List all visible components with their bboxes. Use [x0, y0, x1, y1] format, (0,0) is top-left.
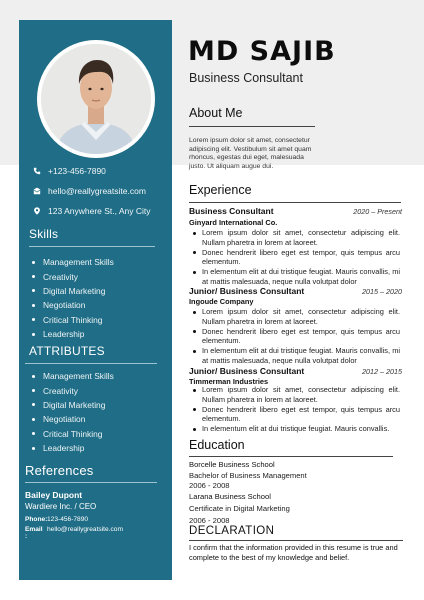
reference-name: Bailey Dupont: [25, 490, 83, 500]
experience-divider: [189, 202, 401, 203]
skill-item: Critical Thinking: [32, 313, 114, 327]
reference-email-label: Email :: [25, 526, 43, 540]
sidebar: [19, 20, 172, 580]
attribute-item: Leadership: [32, 441, 114, 455]
about-divider: [189, 126, 315, 127]
job-bullet: In elementum elit at dui tristique feugiat. Mauris convallis, mi at mattis malesuada, neque nulla volutpat dolor: [192, 267, 400, 287]
education-school: Larana Business School: [189, 492, 271, 501]
skills-list: [32, 255, 114, 341]
job-title: Junior/ Business Consultant: [189, 366, 305, 376]
profile-photo-frame: [37, 40, 155, 158]
contact-phone: [33, 166, 106, 176]
experience-heading: Experience: [189, 183, 252, 197]
about-heading: About Me: [189, 106, 243, 120]
education-degree: Certificate in Digital Marketing: [189, 504, 290, 513]
education-school: Borcelle Business School: [189, 460, 275, 469]
job-bullets: [192, 385, 400, 434]
contact-address: [33, 206, 151, 216]
attributes-list: [32, 369, 114, 455]
reference-phone: [25, 516, 88, 523]
contact-email: [33, 186, 146, 196]
attribute-item: Critical Thinking: [32, 427, 114, 441]
declaration-divider: [189, 540, 403, 541]
job-company: Timmerman Industries: [189, 377, 269, 386]
skill-item: Negotiation: [32, 298, 114, 312]
skill-item: Digital Marketing: [32, 284, 114, 298]
skills-heading: Skills: [29, 227, 59, 241]
candidate-name: MD SAJIB: [188, 36, 336, 67]
reference-email-value: hello@reallygreatsite.com: [47, 526, 123, 533]
declaration-heading: DECLARATION: [189, 525, 275, 537]
contact-address-text: 123 Anywhere St., Any City: [48, 206, 151, 216]
job-company: Ginyard International Co.: [189, 218, 278, 227]
job-date: 2015 – 2020: [362, 287, 402, 296]
candidate-title: Business Consultant: [189, 71, 303, 85]
job-bullet: Lorem ipsum dolor sit amet, consectetur adipiscing elit. Nullam pharetra in lorem at laoreet.: [192, 385, 400, 405]
location-icon: [33, 207, 41, 215]
skill-item: Management Skills: [32, 255, 114, 269]
mail-icon: [33, 187, 41, 195]
job-bullet: Lorem ipsum dolor sit amet, consectetur adipiscing elit. Nullam pharetra in lorem at laoreet.: [192, 228, 400, 248]
education-heading: Education: [189, 438, 245, 452]
attribute-item: Negotiation: [32, 412, 114, 426]
reference-role: Wardiere Inc. / CEO: [25, 502, 97, 511]
about-text: Lorem ipsum dolor sit amet, consectetur adipiscing elit. Vestibulum sit amet quam rhoncus, egestas dui eget, malesuada justo. Ut aliquam augue dui.: [189, 137, 312, 170]
profile-photo: [41, 44, 151, 154]
job-date: 2012 – 2015: [362, 367, 402, 376]
references-divider: [25, 482, 157, 483]
job-title: Business Consultant: [189, 206, 274, 216]
education-divider: [189, 456, 393, 457]
skills-divider: [29, 246, 155, 247]
education-years: 2006 - 2008: [189, 516, 230, 525]
reference-phone-value: 123-456-7890: [47, 516, 89, 523]
job-bullets: [192, 307, 400, 366]
job-bullet: In elementum elit at dui tristique feugiat. Mauris convallis.: [192, 424, 400, 434]
skill-item: Leadership: [32, 327, 114, 341]
job-bullet: Donec hendrerit libero eget est tempor, quis tempus arcu elementum.: [192, 327, 400, 347]
job-bullet: Lorem ipsum dolor sit amet, consectetur adipiscing elit. Nullam pharetra in lorem at laoreet.: [192, 307, 400, 327]
phone-icon: [33, 167, 41, 175]
attribute-item: Digital Marketing: [32, 398, 114, 412]
contact-phone-text: +123-456-7890: [48, 166, 106, 176]
skill-item: Creativity: [32, 269, 114, 283]
job-date: 2020 – Present: [353, 207, 402, 216]
job-title: Junior/ Business Consultant: [189, 286, 305, 296]
attributes-heading: ATTRIBUTES: [29, 344, 105, 358]
education-degree: Bachelor of Business Management: [189, 471, 307, 480]
attribute-item: Creativity: [32, 383, 114, 397]
job-bullet: Donec hendrerit libero eget est tempor, quis tempus arcu elementum.: [192, 248, 400, 268]
contact-email-text: hello@reallygreatsite.com: [48, 186, 146, 196]
attributes-divider: [25, 363, 157, 364]
education-years: 2006 - 2008: [189, 481, 230, 490]
references-heading: References: [25, 463, 94, 478]
job-bullet: Donec hendrerit libero eget est tempor, quis tempus arcu elementum.: [192, 405, 400, 425]
attribute-item: Management Skills: [32, 369, 114, 383]
reference-email: [25, 526, 123, 540]
job-bullets: [192, 228, 400, 287]
reference-phone-label: Phone:: [25, 516, 48, 523]
declaration-text: I confirm that the information provided in this resume is true and complete to the best of my knowledge and belief.: [189, 543, 398, 563]
job-company: Ingoude Company: [189, 297, 254, 306]
job-bullet: In elementum elit at dui tristique feugiat. Mauris convallis, mi at mattis malesuada, neque nulla volutpat dolor: [192, 346, 400, 366]
